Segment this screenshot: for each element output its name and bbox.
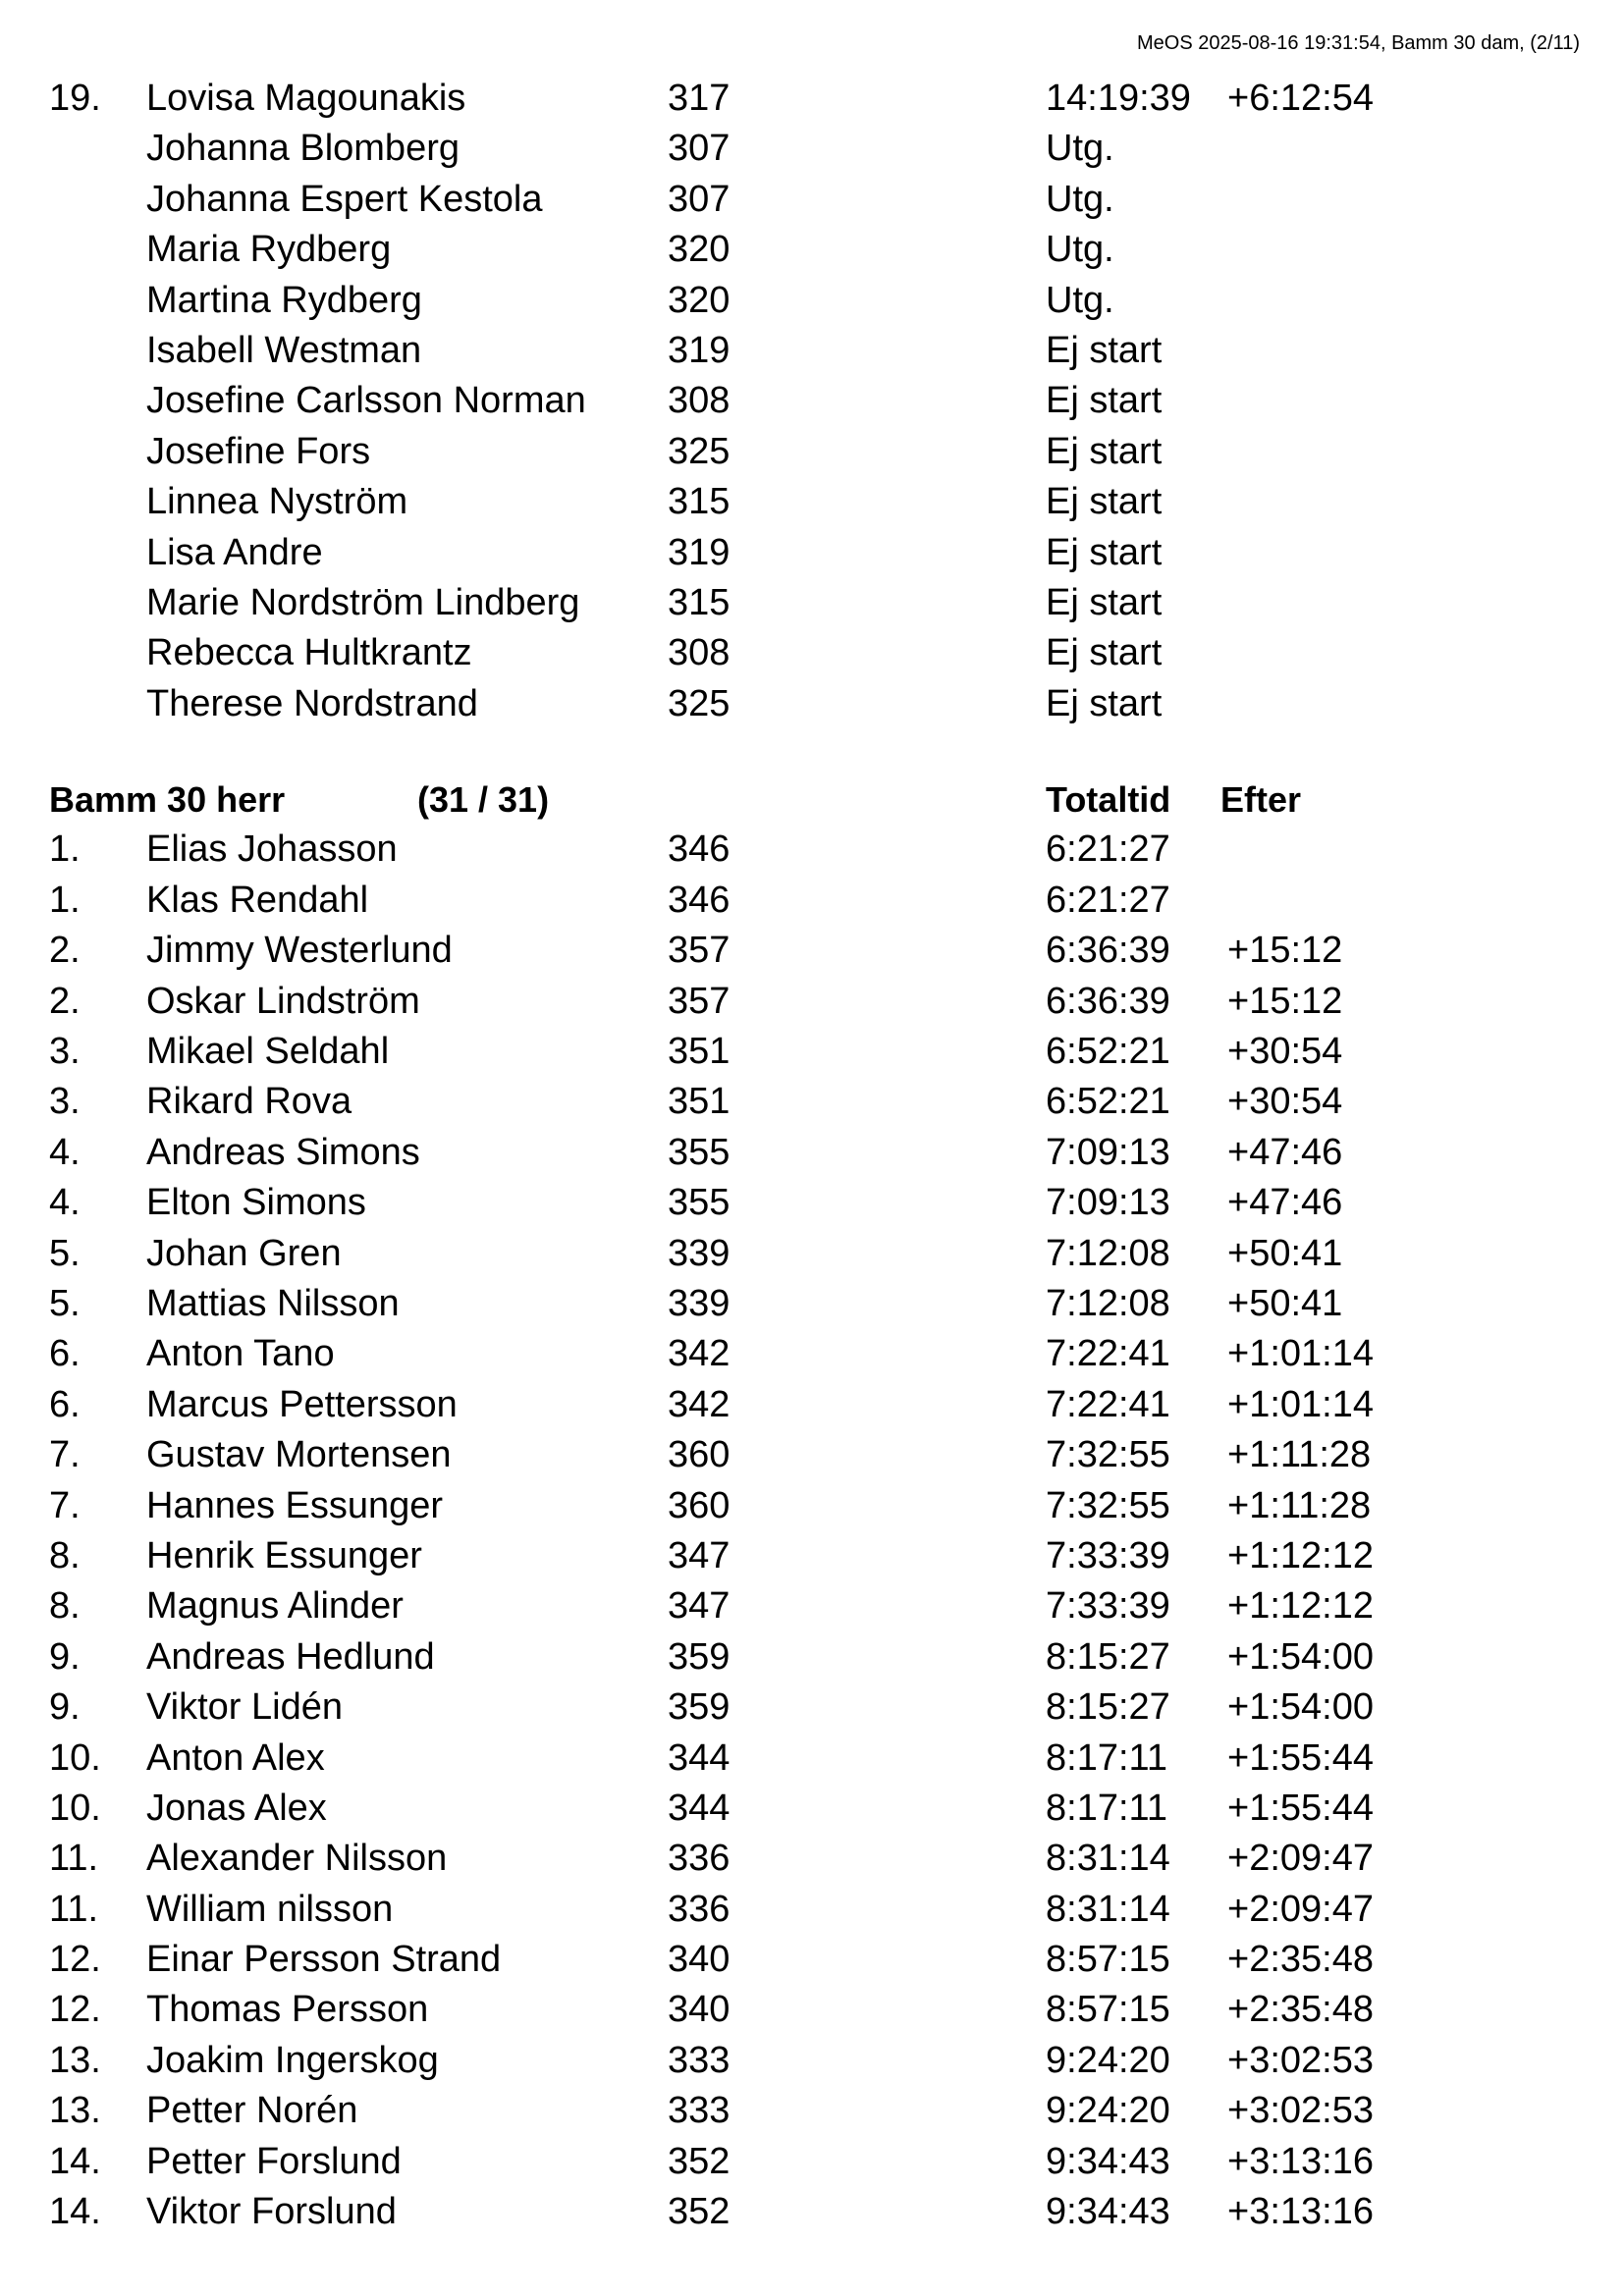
result-place: 7. <box>49 1484 81 1526</box>
club-number: 355 <box>668 1131 731 1173</box>
runner-name: Jonas Alex <box>146 1787 327 1829</box>
result-time: 7:09:13 <box>1046 1131 1170 1173</box>
time-behind: +1:12:12 <box>1227 1585 1374 1628</box>
club-number: 359 <box>668 1635 731 1678</box>
result-row <box>49 2187 1581 2237</box>
club-number: 320 <box>668 229 731 271</box>
time-behind: +6:12:54 <box>1227 78 1374 119</box>
result-row <box>49 926 1581 976</box>
time-behind: +15:12 <box>1227 930 1343 972</box>
club-number: 351 <box>668 1081 731 1123</box>
runner-name: Petter Norén <box>146 2090 358 2132</box>
runner-name: Henrik Essunger <box>146 1534 422 1576</box>
runner-name: Klas Rendahl <box>146 879 369 921</box>
result-time: Utg. <box>1046 229 1114 271</box>
result-time: 6:21:27 <box>1046 879 1170 921</box>
club-number: 340 <box>668 1989 731 2031</box>
club-number: 347 <box>668 1585 731 1628</box>
club-number: 360 <box>668 1434 731 1476</box>
result-row <box>49 1632 1581 1682</box>
result-row <box>49 1985 1581 2035</box>
club-number: 317 <box>668 78 731 119</box>
result-row <box>49 1077 1581 1127</box>
result-time: 9:24:20 <box>1046 2039 1170 2081</box>
result-row <box>49 276 1581 326</box>
time-behind: +1:11:28 <box>1227 1434 1372 1476</box>
runner-name: Mattias Nilsson <box>146 1282 400 1324</box>
time-behind: +2:35:48 <box>1227 1939 1374 1981</box>
time-behind: +3:02:53 <box>1227 2090 1374 2132</box>
result-time: Ej start <box>1046 481 1163 523</box>
result-time: 8:15:27 <box>1046 1635 1170 1678</box>
result-row <box>49 225 1581 275</box>
result-row <box>49 175 1581 225</box>
result-place: 12. <box>49 1939 101 1981</box>
time-behind: +1:01:14 <box>1227 1333 1374 1375</box>
result-row <box>49 1834 1581 1884</box>
class-header <box>49 774 1581 825</box>
result-place: 9. <box>49 1635 81 1678</box>
result-time: 7:12:08 <box>1046 1232 1170 1274</box>
result-time: Ej start <box>1046 380 1163 422</box>
result-time: 8:31:14 <box>1046 1888 1170 1930</box>
result-row <box>49 628 1581 678</box>
result-place: 14. <box>49 2191 101 2233</box>
result-time: 7:22:41 <box>1046 1383 1170 1425</box>
club-number: 307 <box>668 178 731 220</box>
runner-name: Lovisa Magounakis <box>146 78 466 119</box>
time-behind: +1:55:44 <box>1227 1736 1374 1779</box>
result-place: 14. <box>49 2140 101 2182</box>
result-row <box>49 1027 1581 1077</box>
dam-results-section <box>49 74 1581 729</box>
result-time: Ej start <box>1046 581 1163 623</box>
result-row <box>49 679 1581 729</box>
result-row <box>49 74 1581 124</box>
results-sheet <box>49 74 1581 2237</box>
result-time: Utg. <box>1046 128 1114 170</box>
runner-name: Petter Forslund <box>146 2140 402 2182</box>
result-row <box>49 1380 1581 1430</box>
runner-name: Mikael Seldahl <box>146 1031 390 1073</box>
club-number: 360 <box>668 1484 731 1526</box>
result-place: 2. <box>49 930 81 972</box>
time-behind: +2:09:47 <box>1227 1888 1374 1930</box>
result-place: 5. <box>49 1232 81 1274</box>
result-row <box>49 1935 1581 1985</box>
runner-name: William nilsson <box>146 1888 394 1930</box>
result-time: 8:15:27 <box>1046 1686 1170 1729</box>
runner-name: Johanna Espert Kestola <box>146 178 543 220</box>
club-number: 344 <box>668 1736 731 1779</box>
result-row <box>49 1885 1581 1935</box>
result-place: 11. <box>49 1888 99 1930</box>
runner-name: Rikard Rova <box>146 1081 352 1123</box>
time-behind: +1:54:00 <box>1227 1686 1374 1729</box>
page-header: MeOS 2025-08-16 19:31:54, Bamm 30 dam, (2/11) <box>1137 32 1580 54</box>
club-number: 320 <box>668 279 731 321</box>
time-behind: +47:46 <box>1227 1182 1343 1224</box>
result-time: 6:52:21 <box>1046 1031 1170 1073</box>
time-behind: +1:54:00 <box>1227 1635 1374 1678</box>
club-number: 357 <box>668 980 731 1022</box>
result-time: 7:32:55 <box>1046 1434 1170 1476</box>
runner-name: Josefine Carlsson Norman <box>146 380 586 422</box>
after-column-header: Efter <box>1220 779 1302 821</box>
result-row <box>49 1229 1581 1279</box>
runner-name: Magnus Alinder <box>146 1585 404 1628</box>
runner-name: Marcus Pettersson <box>146 1383 458 1425</box>
result-row <box>49 1581 1581 1631</box>
runner-name: Andreas Hedlund <box>146 1635 435 1678</box>
result-place: 12. <box>49 1989 101 2031</box>
result-time: Ej start <box>1046 430 1163 472</box>
runner-name: Linnea Nyström <box>146 481 408 523</box>
result-place: 4. <box>49 1182 81 1224</box>
club-number: 339 <box>668 1232 731 1274</box>
runner-name: Therese Nordstrand <box>146 682 478 724</box>
result-time: Ej start <box>1046 682 1163 724</box>
result-time: 8:17:11 <box>1046 1787 1167 1829</box>
result-time: 6:21:27 <box>1046 828 1170 871</box>
result-time: Ej start <box>1046 329 1163 371</box>
club-number: 355 <box>668 1182 731 1224</box>
runner-name: Andreas Simons <box>146 1131 420 1173</box>
club-number: 336 <box>668 1888 731 1930</box>
club-number: 325 <box>668 430 731 472</box>
time-behind: +3:02:53 <box>1227 2039 1374 2081</box>
runner-name: Jimmy Westerlund <box>146 930 453 972</box>
club-number: 336 <box>668 1838 731 1880</box>
club-number: 352 <box>668 2191 731 2233</box>
club-number: 347 <box>668 1534 731 1576</box>
club-number: 315 <box>668 481 731 523</box>
time-behind: +50:41 <box>1227 1282 1343 1324</box>
result-row <box>49 477 1581 527</box>
club-number: 308 <box>668 380 731 422</box>
runner-name: Elton Simons <box>146 1182 366 1224</box>
result-time: 7:12:08 <box>1046 1282 1170 1324</box>
result-row <box>49 1430 1581 1480</box>
club-number: 346 <box>668 879 731 921</box>
result-row <box>49 2086 1581 2136</box>
result-row <box>49 326 1581 376</box>
result-time: 9:34:43 <box>1046 2140 1170 2182</box>
result-time: 8:17:11 <box>1046 1736 1167 1779</box>
runner-name: Josefine Fors <box>146 430 371 472</box>
club-number: 351 <box>668 1031 731 1073</box>
result-row <box>49 124 1581 174</box>
result-row <box>49 376 1581 426</box>
result-time: Ej start <box>1046 632 1163 674</box>
result-time: 6:36:39 <box>1046 980 1170 1022</box>
result-place: 6. <box>49 1383 81 1425</box>
result-time: 6:52:21 <box>1046 1081 1170 1123</box>
runner-name: Martina Rydberg <box>146 279 422 321</box>
club-number: 339 <box>668 1282 731 1324</box>
time-column-header: Totaltid <box>1046 779 1171 821</box>
club-number: 340 <box>668 1939 731 1981</box>
time-behind: +3:13:16 <box>1227 2140 1374 2182</box>
club-number: 315 <box>668 581 731 623</box>
club-number: 344 <box>668 1787 731 1829</box>
runner-name: Anton Alex <box>146 1736 325 1779</box>
result-place: 13. <box>49 2090 101 2132</box>
result-place: 1. <box>49 828 81 871</box>
result-time: 8:57:15 <box>1046 1989 1170 2031</box>
result-time: 6:36:39 <box>1046 930 1170 972</box>
result-time: 7:33:39 <box>1046 1585 1170 1628</box>
club-number: 333 <box>668 2039 731 2081</box>
club-number: 319 <box>668 531 731 573</box>
result-row <box>49 825 1581 875</box>
result-row <box>49 1128 1581 1178</box>
runner-name: Hannes Essunger <box>146 1484 444 1526</box>
club-number: 359 <box>668 1686 731 1729</box>
time-behind: +1:12:12 <box>1227 1534 1374 1576</box>
result-place: 6. <box>49 1333 81 1375</box>
result-row <box>49 1734 1581 1784</box>
runner-name: Isabell Westman <box>146 329 422 371</box>
runner-name: Lisa Andre <box>146 531 323 573</box>
runner-name: Viktor Lidén <box>146 1686 343 1729</box>
time-behind: +2:35:48 <box>1227 1989 1374 2031</box>
runner-name: Anton Tano <box>146 1333 335 1375</box>
time-behind: +1:55:44 <box>1227 1787 1374 1829</box>
result-row <box>49 977 1581 1027</box>
result-row <box>49 1178 1581 1228</box>
runner-name: Rebecca Hultkrantz <box>146 632 472 674</box>
result-row <box>49 1481 1581 1531</box>
runner-name: Thomas Persson <box>146 1989 429 2031</box>
club-number: 307 <box>668 128 731 170</box>
herr-results-section <box>49 825 1581 2237</box>
runner-name: Alexander Nilsson <box>146 1838 448 1880</box>
club-number: 325 <box>668 682 731 724</box>
result-row <box>49 1784 1581 1834</box>
time-behind: +1:01:14 <box>1227 1383 1374 1425</box>
result-row <box>49 528 1581 578</box>
result-time: Ej start <box>1046 531 1163 573</box>
result-row <box>49 2036 1581 2086</box>
class-title: Bamm 30 herr <box>49 779 286 821</box>
runner-name: Joakim Ingerskog <box>146 2039 439 2081</box>
result-time: 14:19:39 <box>1046 78 1191 119</box>
runner-name: Johanna Blomberg <box>146 128 460 170</box>
result-time: 7:09:13 <box>1046 1182 1170 1224</box>
result-place: 10. <box>49 1787 101 1829</box>
result-place: 8. <box>49 1585 81 1628</box>
class-count: (31 / 31) <box>417 779 550 821</box>
time-behind: +30:54 <box>1227 1081 1343 1123</box>
time-behind: +3:13:16 <box>1227 2191 1374 2233</box>
result-row <box>49 1682 1581 1733</box>
club-number: 357 <box>668 930 731 972</box>
club-number: 308 <box>668 632 731 674</box>
runner-name: Gustav Mortensen <box>146 1434 452 1476</box>
club-number: 346 <box>668 828 731 871</box>
result-place: 7. <box>49 1434 81 1476</box>
result-time: Utg. <box>1046 279 1114 321</box>
result-row <box>49 876 1581 926</box>
result-time: 7:33:39 <box>1046 1534 1170 1576</box>
club-number: 342 <box>668 1383 731 1425</box>
runner-name: Einar Persson Strand <box>146 1939 502 1981</box>
result-place: 9. <box>49 1686 81 1729</box>
club-number: 352 <box>668 2140 731 2182</box>
result-time: 7:22:41 <box>1046 1333 1170 1375</box>
section-gap <box>49 729 1581 774</box>
club-number: 342 <box>668 1333 731 1375</box>
result-place: 8. <box>49 1534 81 1576</box>
result-time: 9:24:20 <box>1046 2090 1170 2132</box>
time-behind: +1:11:28 <box>1227 1484 1372 1526</box>
runner-name: Elias Johasson <box>146 828 398 871</box>
result-row <box>49 1329 1581 1379</box>
result-row <box>49 2137 1581 2187</box>
result-place: 11. <box>49 1838 99 1880</box>
club-number: 319 <box>668 329 731 371</box>
time-behind: +50:41 <box>1227 1232 1343 1274</box>
runner-name: Oskar Lindström <box>146 980 420 1022</box>
result-time: 7:32:55 <box>1046 1484 1170 1526</box>
result-place: 13. <box>49 2039 101 2081</box>
result-time: 8:57:15 <box>1046 1939 1170 1981</box>
runner-name: Maria Rydberg <box>146 229 392 271</box>
result-time: Utg. <box>1046 178 1114 220</box>
time-behind: +30:54 <box>1227 1031 1343 1073</box>
result-time: 9:34:43 <box>1046 2191 1170 2233</box>
result-row <box>49 1279 1581 1329</box>
result-place: 3. <box>49 1031 81 1073</box>
runner-name: Marie Nordström Lindberg <box>146 581 580 623</box>
result-row <box>49 1531 1581 1581</box>
time-behind: +15:12 <box>1227 980 1343 1022</box>
result-place: 5. <box>49 1282 81 1324</box>
result-row <box>49 578 1581 628</box>
result-place: 1. <box>49 879 81 921</box>
time-behind: +47:46 <box>1227 1131 1343 1173</box>
result-place: 19. <box>49 78 101 119</box>
runner-name: Johan Gren <box>146 1232 342 1274</box>
club-number: 333 <box>668 2090 731 2132</box>
result-time: 8:31:14 <box>1046 1838 1170 1880</box>
result-place: 3. <box>49 1081 81 1123</box>
result-place: 10. <box>49 1736 101 1779</box>
runner-name: Viktor Forslund <box>146 2191 397 2233</box>
result-place: 4. <box>49 1131 81 1173</box>
result-place: 2. <box>49 980 81 1022</box>
time-behind: +2:09:47 <box>1227 1838 1374 1880</box>
result-row <box>49 427 1581 477</box>
